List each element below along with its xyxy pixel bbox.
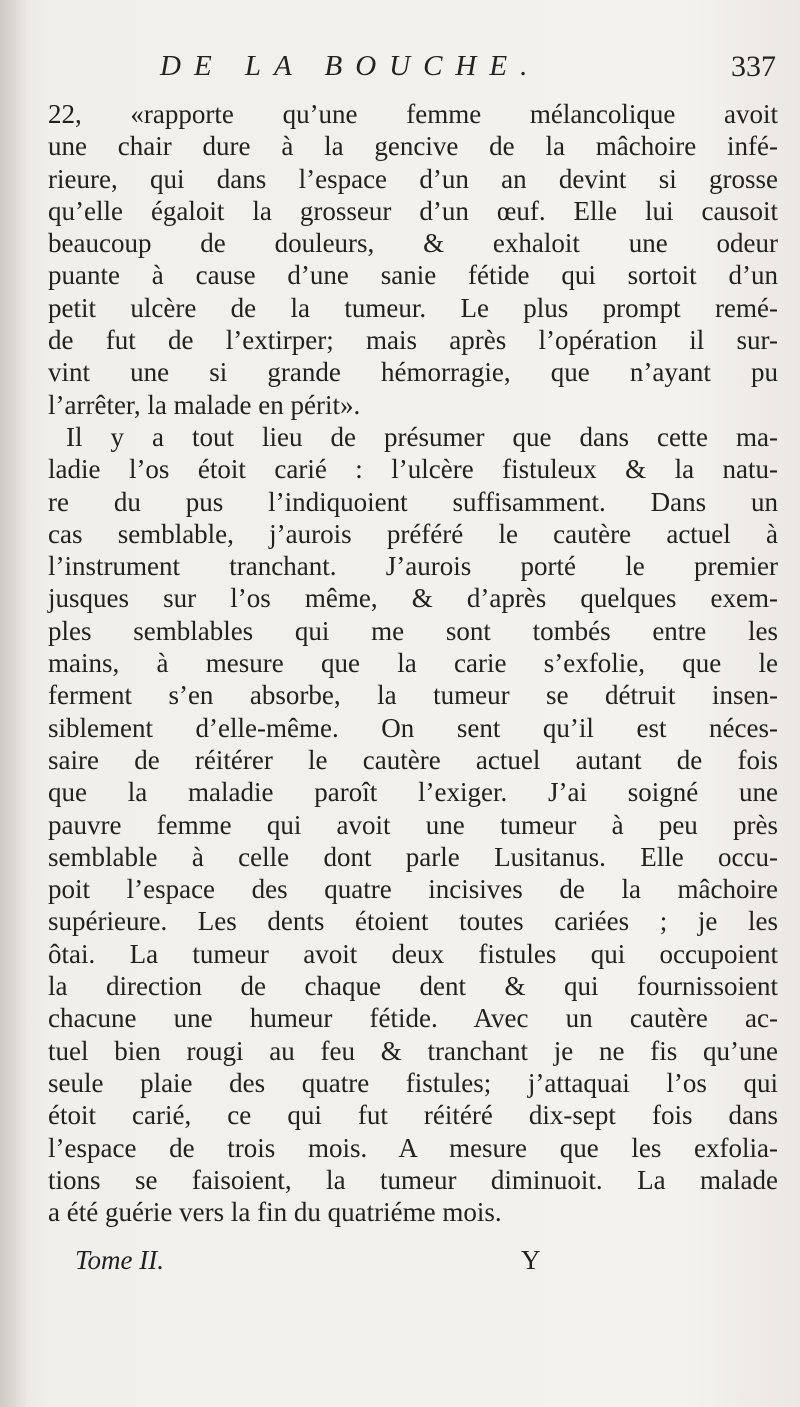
text-line: que la maladie paroît l’exiger. J’ai soigné une xyxy=(48,777,778,808)
text-line: étoit carié, ce qui fut réitéré dix-sept fois dans xyxy=(48,1100,778,1131)
text-line: une chair dure à la gencive de la mâchoire infé- xyxy=(48,131,778,162)
text-line: l’instrument tranchant. J’aurois porté le premier xyxy=(48,551,778,582)
text-line: puante à cause d’une sanie fétide qui sortoit d’un xyxy=(48,260,778,291)
text-line: poit l’espace des quatre incisives de la mâchoire xyxy=(48,874,778,905)
text-line: re du pus l’indiquoient suffisamment. Dans un xyxy=(48,486,778,517)
text-line: qu’elle égaloit la grosseur d’un œuf. Elle lui causoit xyxy=(48,195,778,226)
text-line: de fut de l’extirper; mais après l’opération il sur- xyxy=(48,325,778,356)
text-line: tions se faisoient, la tumeur diminuoit. La malade xyxy=(48,1164,778,1195)
text-line: l’arrêter, la malade en périt». xyxy=(48,389,361,420)
signature-mark: Y xyxy=(521,1245,541,1275)
text-line: ôtai. La tumeur avoit deux fistules qui occupoient xyxy=(48,938,778,969)
text-line: jusques sur l’os même, & d’après quelques exem- xyxy=(48,583,778,614)
text-line: petit ulcère de la tumeur. Le plus prompt remé- xyxy=(48,292,778,323)
text-line: vint une si grande hémorragie, que n’ayant pu xyxy=(48,357,778,388)
text-line: Il y a tout lieu de présumer que dans cette ma- xyxy=(66,421,778,452)
text-line: la direction de chaque dent & qui fournissoient xyxy=(48,971,778,1002)
text-line: supérieure. Les dents étoient toutes cariées ; je les xyxy=(48,906,778,937)
text-line: rieure, qui dans l’espace d’un an devint si grosse xyxy=(48,163,778,194)
text-line: chacune une humeur fétide. Avec un cautère ac- xyxy=(48,1003,778,1034)
text-line: 22, «rapporte qu’une femme mélancolique avoit xyxy=(48,99,778,129)
page-header xyxy=(48,50,778,90)
text-line: seule plaie des quatre fistules; j’attaquai l’os qui xyxy=(48,1067,778,1098)
text-line: a été guérie vers la fin du quatriéme mois. xyxy=(48,1197,502,1228)
volume-label: Tome II. xyxy=(75,1245,165,1275)
text-line: siblement d’elle-même. On sent qu’il est néces- xyxy=(48,712,778,743)
text-line: l’espace de trois mois. A mesure que les exfolia- xyxy=(48,1132,778,1163)
text-line: ladie l’os étoit carié : l’ulcère fistuleux & la natu- xyxy=(48,454,778,485)
text-line: cas semblable, j’aurois préféré le cautère actuel à xyxy=(48,518,778,549)
text-line: beaucoup de douleurs, & exhaloit une odeur xyxy=(48,228,778,259)
text-line: ferment s’en absorbe, la tumeur se détruit insen- xyxy=(48,680,778,711)
gutter-shadow xyxy=(0,0,28,1407)
page-footer xyxy=(75,1245,778,1285)
running-title: DE LA BOUCHE. xyxy=(160,50,541,82)
text-line: ples semblables qui me sont tombés entre les xyxy=(48,615,778,646)
text-line: tuel bien rougi au feu & tranchant je ne fis qu’une xyxy=(48,1035,778,1066)
body-text xyxy=(48,98,778,1228)
text-line: semblable à celle dont parle Lusitanus. Elle occu- xyxy=(48,841,778,872)
text-line: mains, à mesure que la carie s’exfolie, que le xyxy=(48,648,778,679)
page-number: 337 xyxy=(731,50,776,83)
text-line: saire de réitérer le cautère actuel autant de fois xyxy=(48,744,778,775)
text-line: pauvre femme qui avoit une tumeur à peu près xyxy=(48,809,778,840)
